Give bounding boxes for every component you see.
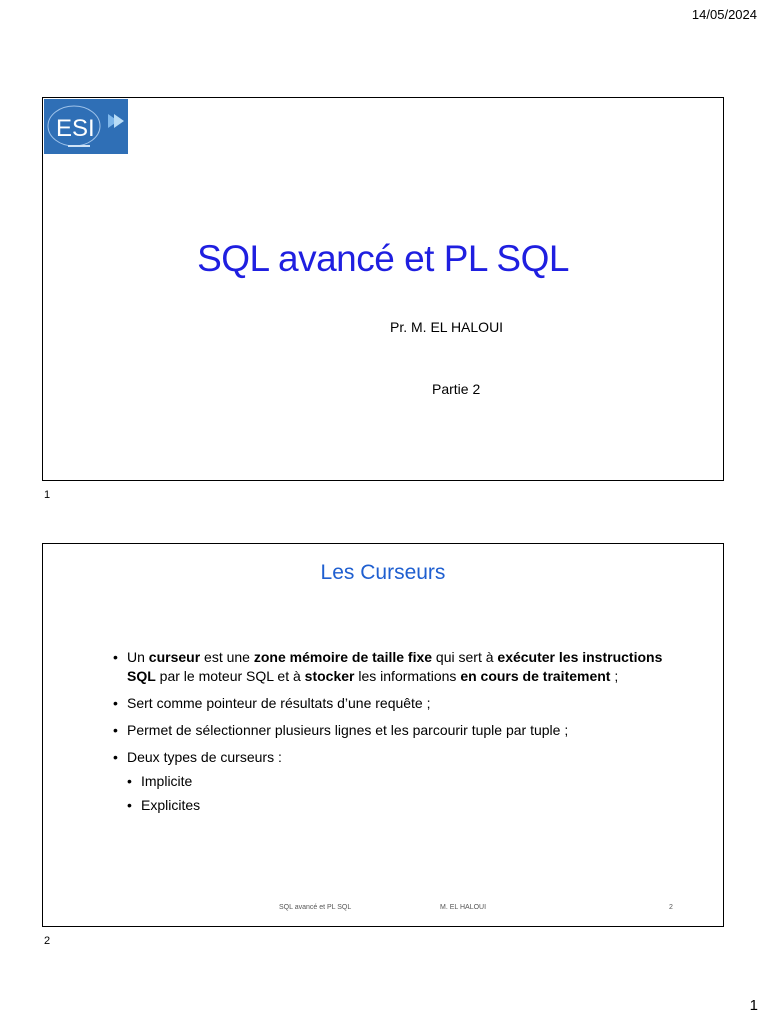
slide-2 [42, 543, 724, 927]
sub-bullet-item: • Implicite [127, 772, 673, 791]
slide-title: Les Curseurs [320, 561, 446, 584]
bullet-item: • Un curseur est une zone mémoire de taille fixe qui sert à exécuter les instructions SQL par le moteur SQL et à stocker les informations en cours de traitement ; [113, 648, 673, 686]
slide-number: 1 [44, 489, 51, 501]
sub-bullet-item: • Explicites [127, 796, 673, 815]
footer-page: 2 [669, 904, 673, 911]
slide-title: SQL avancé et PL SQL [197, 238, 569, 279]
slide-number: 2 [44, 935, 51, 947]
part-label: Partie 2 [432, 381, 481, 397]
print-date: 14/05/2024 [691, 7, 757, 22]
bullet-list [113, 648, 673, 820]
footer-title: SQL avancé et PL SQL [279, 904, 352, 911]
author: Pr. M. EL HALOUI [390, 319, 504, 335]
bullet-item: • Deux types de curseurs : [113, 748, 673, 767]
logo-text: ESI [56, 115, 95, 142]
page-number: 1 [749, 997, 758, 1014]
bullet-item: • Permet de sélectionner plusieurs lignes et les parcourir tuple par tuple ; [113, 721, 673, 740]
bullet-item: • Sert comme pointeur de résultats d’une requête ; [113, 694, 673, 713]
footer-author: M. EL HALOUI [440, 904, 487, 911]
slide-1 [42, 97, 724, 481]
esi-logo [44, 99, 128, 154]
